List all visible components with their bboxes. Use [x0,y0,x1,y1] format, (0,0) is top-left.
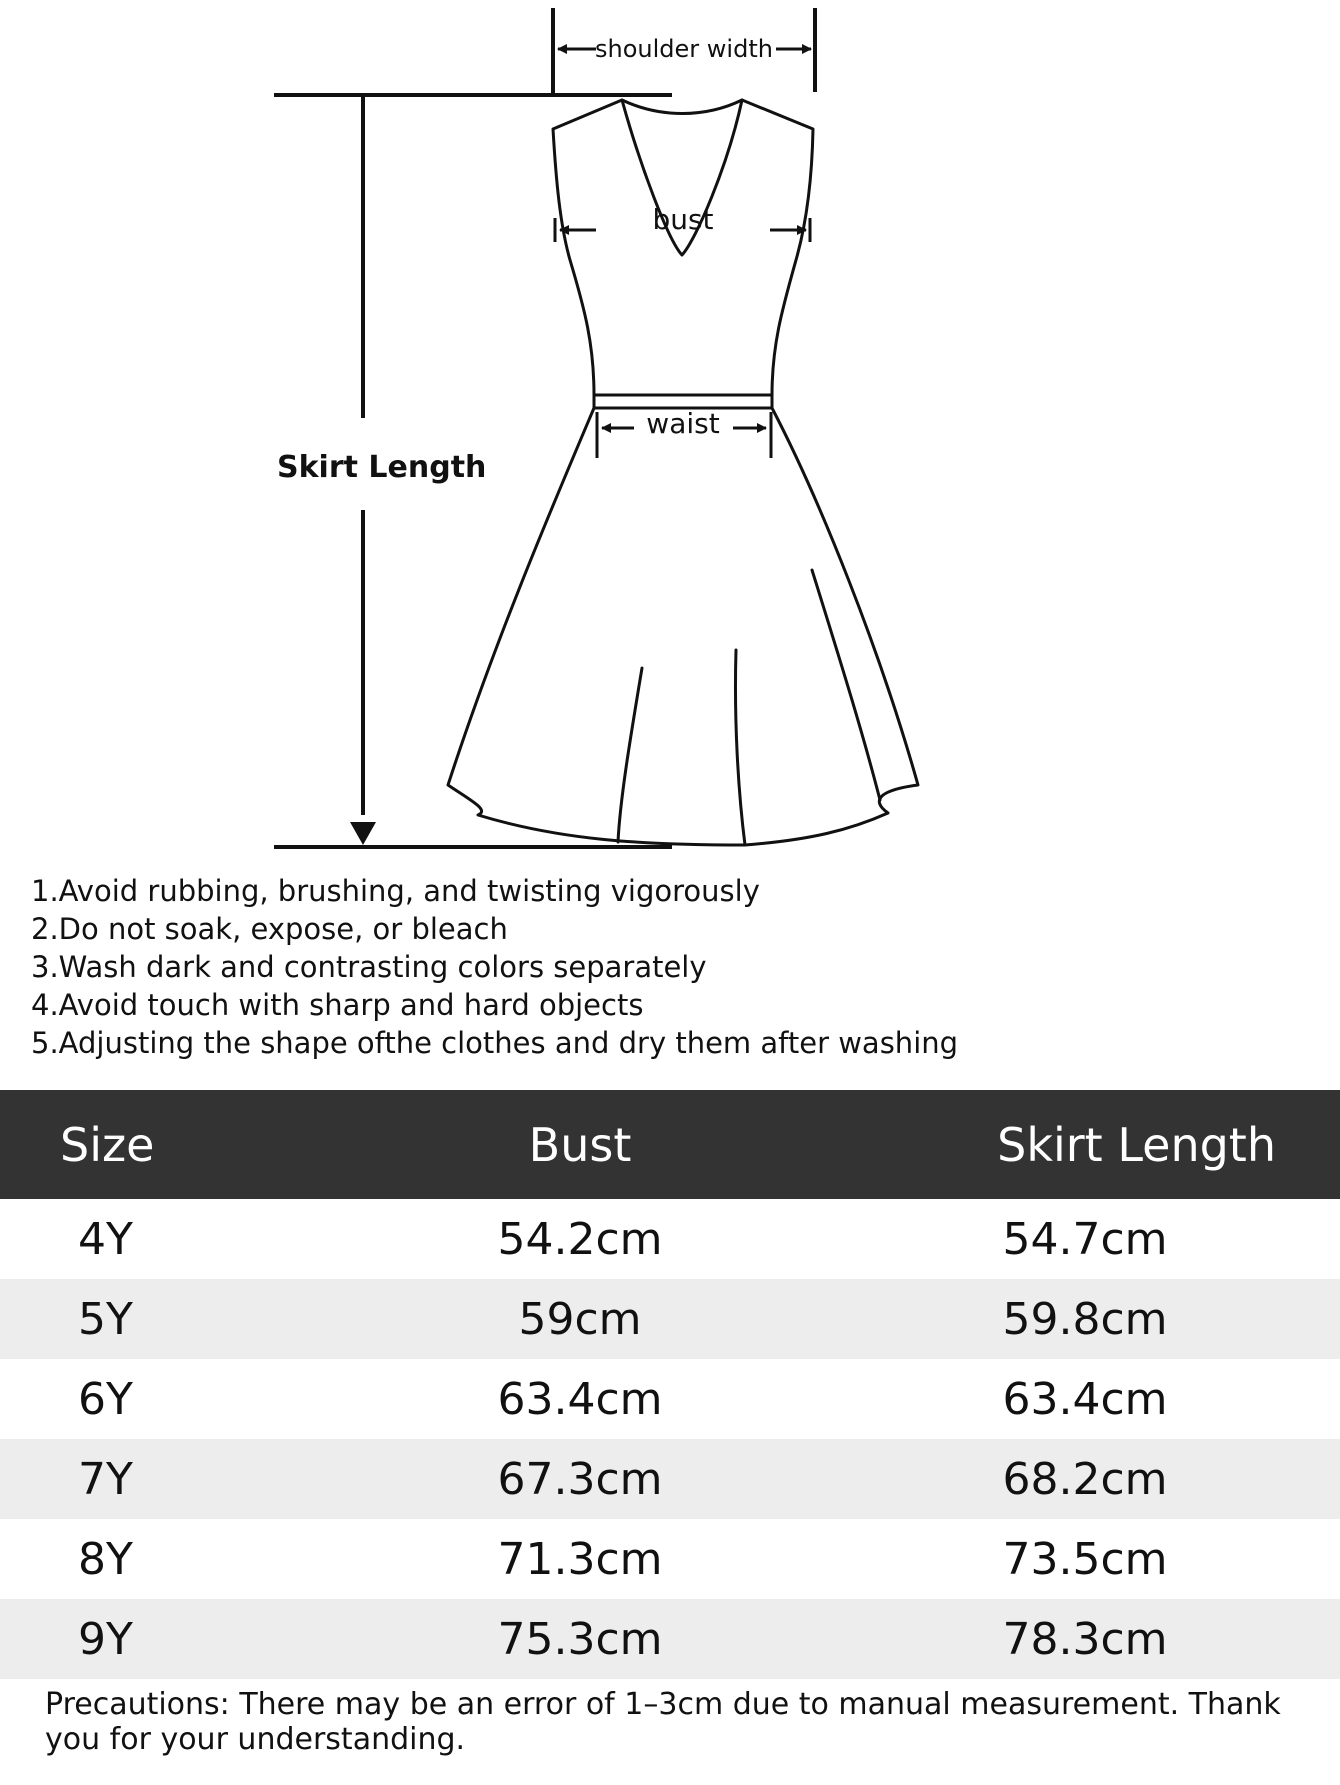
bust-cell: 54.2cm [497,1213,663,1265]
table-header-row [0,1090,1340,1199]
skirt-length-label: Skirt Length [277,450,487,485]
shoulder-width-label: shoulder width [595,35,773,63]
bust-cell: 67.3cm [330,1439,830,1519]
bust-cell: 75.3cm [330,1599,830,1679]
dress-measurement-diagram [0,0,1340,860]
skirt-length-cell: 68.2cm [830,1439,1340,1519]
column-header-bust: Bust [330,1090,830,1199]
table-row [0,1279,1340,1359]
care-item: 2.Do not soak, expose, or bleach [31,912,508,946]
column-header-size: Size [0,1090,330,1199]
size-cell: 9Y [0,1599,330,1679]
skirt-length-cell: 59.8cm [830,1279,1340,1359]
bust-cell: 71.3cm [497,1533,663,1585]
care-item: 3.Wash dark and contrasting colors separately [31,950,707,984]
care-item: 1.Avoid rubbing, brushing, and twisting vigorously [31,874,760,908]
care-item: 5.Adjusting the shape ofthe clothes and dry them after washing [31,1026,959,1060]
column-header-skirt-length: Skirt Length [830,1090,1340,1199]
bust-label: bust [652,203,714,236]
size-cell: 7Y [0,1439,330,1519]
precautions-note: Precautions: There may be an error of 1–3cm due to manual measurement. Thank you for your understanding. [45,1687,1281,1757]
size-cell: 8Y [78,1533,133,1585]
table-row [0,1599,1340,1679]
skirt-length-cell: 78.3cm [830,1599,1340,1679]
size-chart-table [0,1090,1340,1679]
skirt-length-cell: 73.5cm [1002,1533,1168,1585]
table-row [0,1199,1340,1279]
table-row [0,1519,1340,1599]
skirt-length-cell: 54.7cm [1002,1213,1168,1265]
size-cell: 4Y [78,1213,133,1265]
size-cell: 6Y [78,1373,133,1425]
bust-cell: 59cm [330,1279,830,1359]
size-cell: 5Y [0,1279,330,1359]
bust-cell: 63.4cm [497,1373,663,1425]
skirt-length-cell: 63.4cm [1002,1373,1168,1425]
table-row [0,1439,1340,1519]
care-item: 4.Avoid touch with sharp and hard objects [31,988,644,1022]
skirt-length-arrowhead [350,822,376,845]
table-row [0,1359,1340,1439]
waist-label: waist [646,407,720,440]
care-instructions [31,872,958,1062]
